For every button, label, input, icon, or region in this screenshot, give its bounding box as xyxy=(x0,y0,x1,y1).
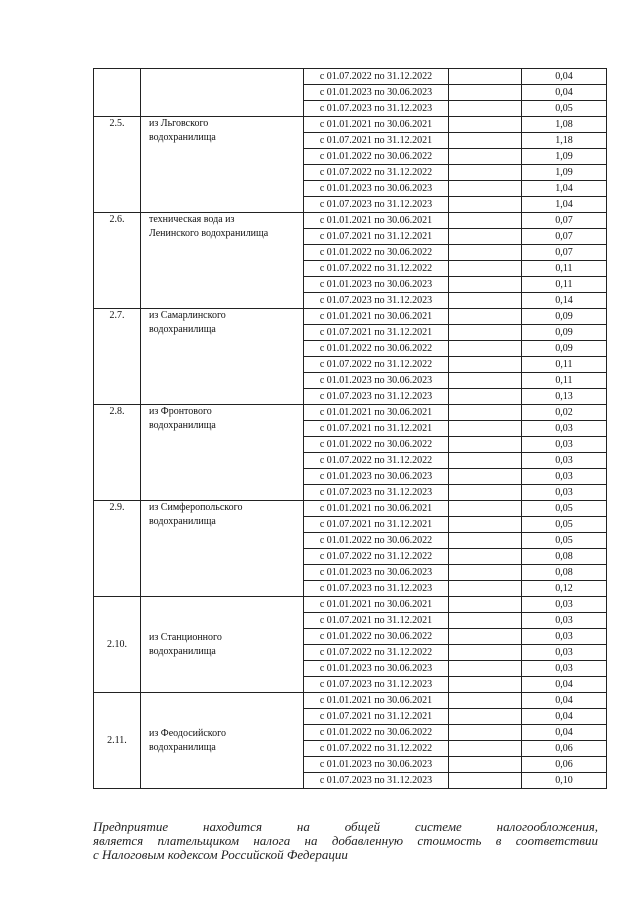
table-row xyxy=(94,213,607,229)
empty-cell xyxy=(449,469,522,485)
period-cell: с 01.01.2023 по 30.06.2023 xyxy=(304,661,449,677)
reservoir-name: из Феодосийского водохранилища xyxy=(149,727,226,753)
item-number: 2.8. xyxy=(94,405,141,501)
period-cell: с 01.07.2023 по 31.12.2023 xyxy=(304,197,449,213)
reservoir-name-cell xyxy=(141,117,304,213)
rate-cell: 0,14 xyxy=(522,293,607,309)
table-row xyxy=(94,597,607,613)
period-cell: с 01.07.2022 по 31.12.2022 xyxy=(304,357,449,373)
rate-cell: 1,18 xyxy=(522,133,607,149)
period-cell: с 01.07.2021 по 31.12.2021 xyxy=(304,517,449,533)
period-cell: с 01.01.2023 по 30.06.2023 xyxy=(304,85,449,101)
empty-cell xyxy=(449,661,522,677)
period-cell: с 01.07.2023 по 31.12.2023 xyxy=(304,773,449,789)
table-row xyxy=(94,69,607,85)
empty-cell xyxy=(449,581,522,597)
period-cell: с 01.07.2022 по 31.12.2022 xyxy=(304,165,449,181)
empty-cell xyxy=(449,197,522,213)
rate-cell: 1,09 xyxy=(522,149,607,165)
rate-cell: 0,04 xyxy=(522,693,607,709)
reservoir-name-cell xyxy=(141,213,304,309)
rate-cell: 0,08 xyxy=(522,549,607,565)
period-cell: с 01.07.2021 по 31.12.2021 xyxy=(304,709,449,725)
rate-cell: 0,10 xyxy=(522,773,607,789)
period-cell: с 01.01.2021 по 30.06.2021 xyxy=(304,597,449,613)
table-row xyxy=(94,501,607,517)
rate-cell: 0,05 xyxy=(522,101,607,117)
empty-cell xyxy=(449,597,522,613)
tax-note-line-3: с Налоговым кодексом Российской Федерации xyxy=(93,847,348,862)
rate-cell: 0,09 xyxy=(522,309,607,325)
rate-cell: 0,13 xyxy=(522,389,607,405)
rate-cell: 0,12 xyxy=(522,581,607,597)
rate-cell: 1,04 xyxy=(522,197,607,213)
rate-cell: 0,03 xyxy=(522,613,607,629)
rate-cell: 1,08 xyxy=(522,117,607,133)
reservoir-name-cell xyxy=(141,309,304,405)
rate-cell: 0,03 xyxy=(522,437,607,453)
reservoir-name-cell xyxy=(141,597,304,693)
period-cell: с 01.01.2021 по 30.06.2021 xyxy=(304,405,449,421)
empty-cell xyxy=(449,357,522,373)
rate-cell: 0,05 xyxy=(522,533,607,549)
reservoir-name: из Фронтового водохранилища xyxy=(149,406,216,431)
period-cell: с 01.07.2023 по 31.12.2023 xyxy=(304,101,449,117)
period-cell: с 01.01.2021 по 30.06.2021 xyxy=(304,309,449,325)
reservoir-name: из Льговского водохранилища xyxy=(149,118,216,143)
rate-cell: 0,11 xyxy=(522,277,607,293)
item-number: 2.9. xyxy=(94,501,141,597)
item-number: 2.5. xyxy=(94,117,141,213)
reservoir-name-cell xyxy=(141,69,304,117)
empty-cell xyxy=(449,101,522,117)
period-cell: с 01.07.2022 по 31.12.2022 xyxy=(304,453,449,469)
empty-cell xyxy=(449,693,522,709)
rate-cell: 0,09 xyxy=(522,341,607,357)
period-cell: с 01.07.2023 по 31.12.2023 xyxy=(304,389,449,405)
empty-cell xyxy=(449,293,522,309)
tax-note-line-1: Предприятие находится на общей системе налогообложения, xyxy=(93,819,598,834)
empty-cell xyxy=(449,389,522,405)
reservoir-name: из Симферопольского водохранилища xyxy=(149,502,243,527)
rate-cell: 0,02 xyxy=(522,405,607,421)
period-cell: с 01.01.2021 по 30.06.2021 xyxy=(304,501,449,517)
empty-cell xyxy=(449,773,522,789)
period-cell: с 01.01.2021 по 30.06.2021 xyxy=(304,213,449,229)
table-row xyxy=(94,405,607,421)
empty-cell xyxy=(449,309,522,325)
period-cell: с 01.07.2023 по 31.12.2023 xyxy=(304,677,449,693)
period-cell: с 01.01.2022 по 30.06.2022 xyxy=(304,245,449,261)
rate-cell: 0,03 xyxy=(522,661,607,677)
empty-cell xyxy=(449,229,522,245)
tariff-table xyxy=(93,68,607,789)
empty-cell xyxy=(449,741,522,757)
reservoir-name-cell xyxy=(141,405,304,501)
rate-cell: 0,04 xyxy=(522,69,607,85)
period-cell: с 01.07.2021 по 31.12.2021 xyxy=(304,421,449,437)
period-cell: с 01.01.2023 по 30.06.2023 xyxy=(304,181,449,197)
empty-cell xyxy=(449,725,522,741)
table-row xyxy=(94,309,607,325)
period-cell: с 01.01.2023 по 30.06.2023 xyxy=(304,469,449,485)
item-number xyxy=(94,69,141,117)
rate-cell: 0,03 xyxy=(522,485,607,501)
period-cell: с 01.01.2023 по 30.06.2023 xyxy=(304,565,449,581)
rate-cell: 0,03 xyxy=(522,421,607,437)
period-cell: с 01.07.2021 по 31.12.2021 xyxy=(304,133,449,149)
rate-cell: 0,05 xyxy=(522,517,607,533)
rate-cell: 0,08 xyxy=(522,565,607,581)
empty-cell xyxy=(449,69,522,85)
empty-cell xyxy=(449,645,522,661)
period-cell: с 01.01.2022 по 30.06.2022 xyxy=(304,629,449,645)
empty-cell xyxy=(449,421,522,437)
empty-cell xyxy=(449,677,522,693)
period-cell: с 01.01.2022 по 30.06.2022 xyxy=(304,437,449,453)
rate-cell: 1,04 xyxy=(522,181,607,197)
period-cell: с 01.01.2022 по 30.06.2022 xyxy=(304,725,449,741)
reservoir-name-cell xyxy=(141,501,304,597)
period-cell: с 01.01.2022 по 30.06.2022 xyxy=(304,341,449,357)
empty-cell xyxy=(449,501,522,517)
rate-cell: 0,03 xyxy=(522,469,607,485)
rate-cell: 0,04 xyxy=(522,677,607,693)
period-cell: с 01.07.2023 по 31.12.2023 xyxy=(304,293,449,309)
rate-cell: 0,04 xyxy=(522,709,607,725)
item-number: 2.11. xyxy=(94,693,141,789)
period-cell: с 01.07.2023 по 31.12.2023 xyxy=(304,581,449,597)
period-cell: с 01.07.2022 по 31.12.2022 xyxy=(304,645,449,661)
rate-cell: 1,09 xyxy=(522,165,607,181)
reservoir-name: техническая вода из Ленинского водохранилища xyxy=(149,214,269,239)
period-cell: с 01.07.2021 по 31.12.2021 xyxy=(304,325,449,341)
empty-cell xyxy=(449,757,522,773)
empty-cell xyxy=(449,133,522,149)
empty-cell xyxy=(449,437,522,453)
reservoir-name: из Станционного водохранилища xyxy=(149,631,222,657)
empty-cell xyxy=(449,709,522,725)
item-number: 2.7. xyxy=(94,309,141,405)
tariff-table-body xyxy=(94,69,607,789)
tax-note-line-2: является плательщиком налога на добавленную стоимость в соответствии xyxy=(93,833,598,848)
table-row xyxy=(94,117,607,133)
rate-cell: 0,03 xyxy=(522,453,607,469)
rate-cell: 0,11 xyxy=(522,357,607,373)
rate-cell: 0,05 xyxy=(522,501,607,517)
rate-cell: 0,03 xyxy=(522,629,607,645)
table-row xyxy=(94,693,607,709)
period-cell: с 01.07.2022 по 31.12.2022 xyxy=(304,741,449,757)
empty-cell xyxy=(449,149,522,165)
rate-cell: 0,07 xyxy=(522,229,607,245)
empty-cell xyxy=(449,485,522,501)
empty-cell xyxy=(449,181,522,197)
rate-cell: 0,06 xyxy=(522,757,607,773)
rate-cell: 0,07 xyxy=(522,245,607,261)
period-cell: с 01.07.2022 по 31.12.2022 xyxy=(304,549,449,565)
reservoir-name: из Самарлинского водохранилища xyxy=(149,310,226,335)
empty-cell xyxy=(449,405,522,421)
empty-cell xyxy=(449,213,522,229)
rate-cell: 0,03 xyxy=(522,645,607,661)
rate-cell: 0,04 xyxy=(522,85,607,101)
rate-cell: 0,11 xyxy=(522,261,607,277)
period-cell: с 01.07.2022 по 31.12.2022 xyxy=(304,69,449,85)
period-cell: с 01.01.2022 по 30.06.2022 xyxy=(304,533,449,549)
period-cell: с 01.07.2023 по 31.12.2023 xyxy=(304,485,449,501)
reservoir-name-cell xyxy=(141,693,304,789)
period-cell: с 01.01.2021 по 30.06.2021 xyxy=(304,693,449,709)
item-number: 2.6. xyxy=(94,213,141,309)
empty-cell xyxy=(449,341,522,357)
empty-cell xyxy=(449,85,522,101)
period-cell: с 01.01.2023 по 30.06.2023 xyxy=(304,373,449,389)
rate-cell: 0,09 xyxy=(522,325,607,341)
period-cell: с 01.01.2023 по 30.06.2023 xyxy=(304,757,449,773)
rate-cell: 0,04 xyxy=(522,725,607,741)
tax-status-note xyxy=(93,820,598,862)
period-cell: с 01.01.2022 по 30.06.2022 xyxy=(304,149,449,165)
empty-cell xyxy=(449,261,522,277)
empty-cell xyxy=(449,629,522,645)
rate-cell: 0,07 xyxy=(522,213,607,229)
empty-cell xyxy=(449,565,522,581)
rate-cell: 0,06 xyxy=(522,741,607,757)
rate-cell: 0,03 xyxy=(522,597,607,613)
rate-cell: 0,11 xyxy=(522,373,607,389)
period-cell: с 01.07.2021 по 31.12.2021 xyxy=(304,229,449,245)
empty-cell xyxy=(449,165,522,181)
empty-cell xyxy=(449,453,522,469)
empty-cell xyxy=(449,325,522,341)
period-cell: с 01.07.2022 по 31.12.2022 xyxy=(304,261,449,277)
period-cell: с 01.01.2023 по 30.06.2023 xyxy=(304,277,449,293)
empty-cell xyxy=(449,613,522,629)
empty-cell xyxy=(449,277,522,293)
empty-cell xyxy=(449,245,522,261)
empty-cell xyxy=(449,533,522,549)
empty-cell xyxy=(449,517,522,533)
period-cell: с 01.07.2021 по 31.12.2021 xyxy=(304,613,449,629)
period-cell: с 01.01.2021 по 30.06.2021 xyxy=(304,117,449,133)
empty-cell xyxy=(449,549,522,565)
empty-cell xyxy=(449,117,522,133)
empty-cell xyxy=(449,373,522,389)
item-number: 2.10. xyxy=(94,597,141,693)
